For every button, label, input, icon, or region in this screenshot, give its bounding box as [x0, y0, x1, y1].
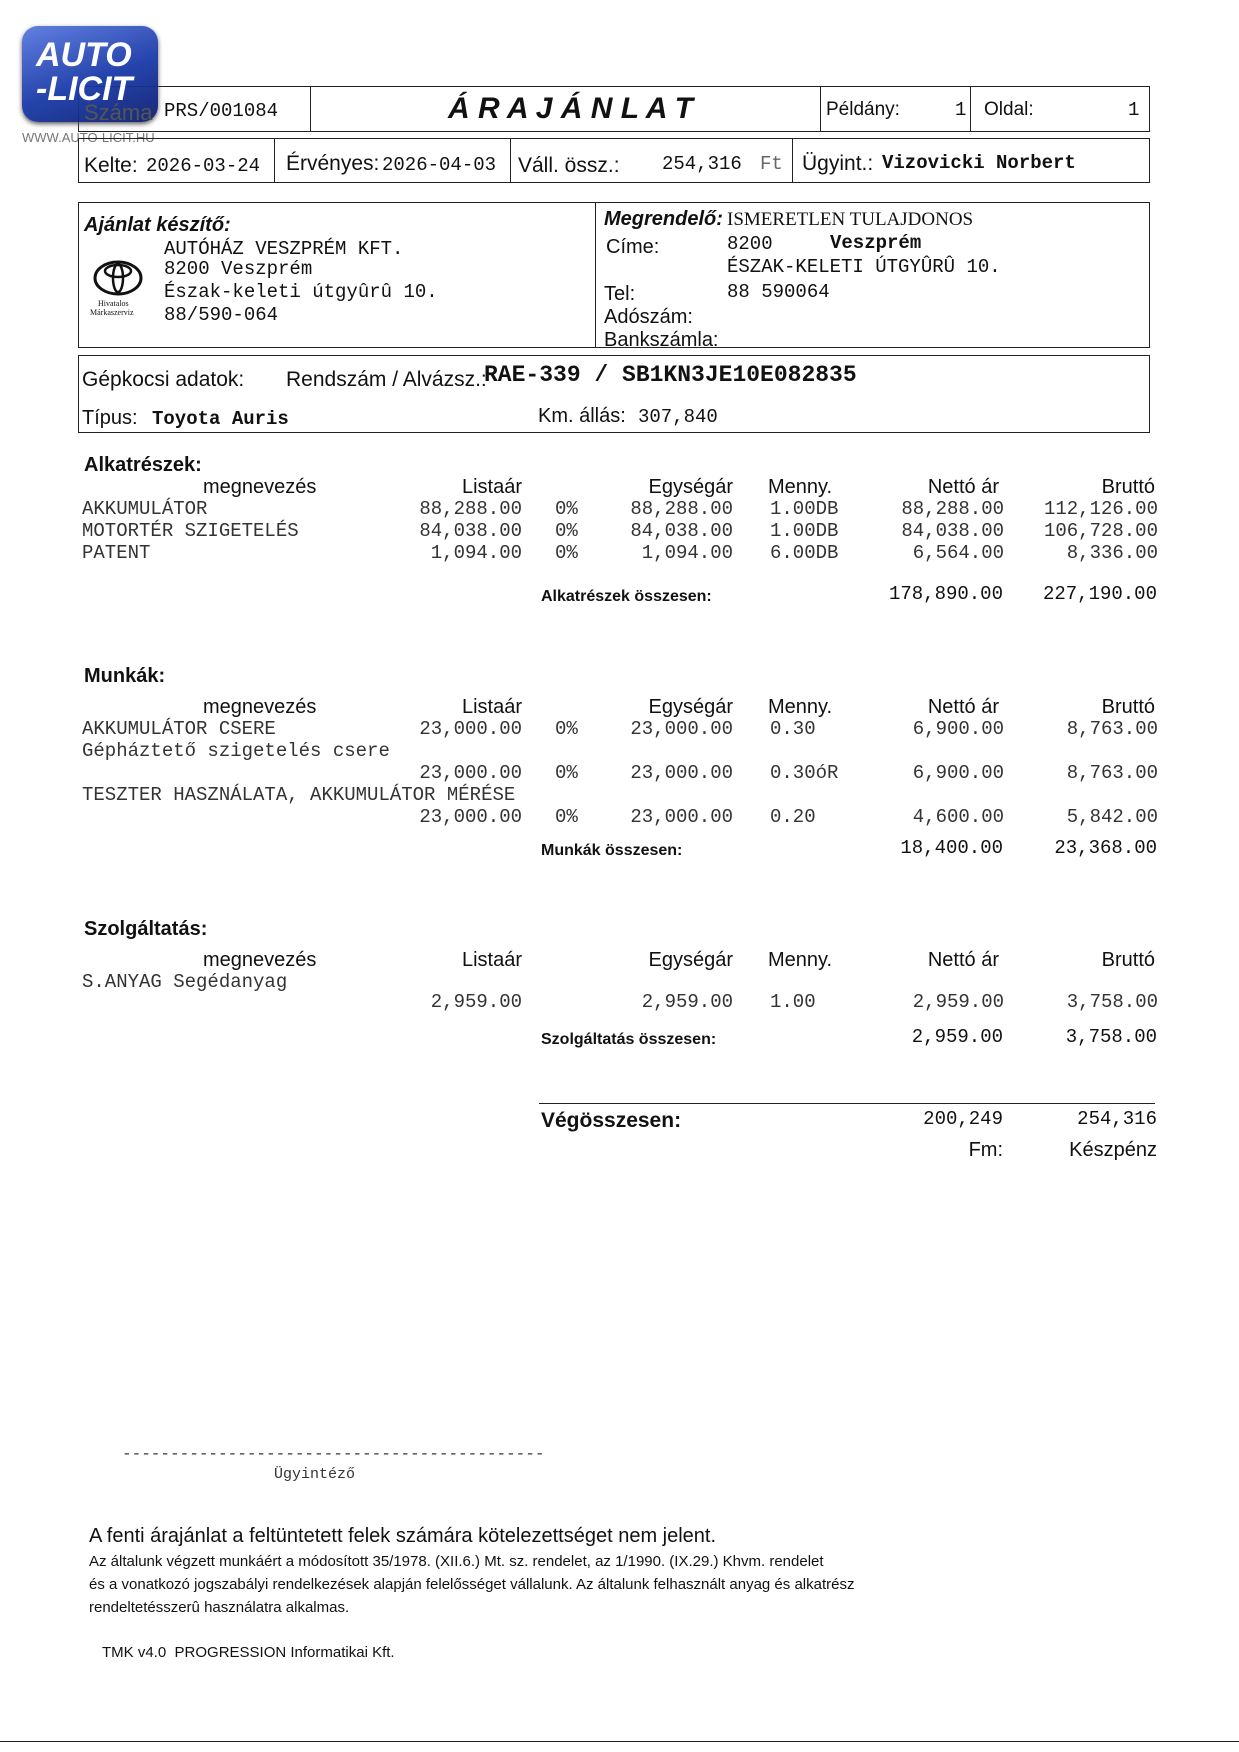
customer-name: ISMERETLEN TULAJDONOS [727, 209, 974, 230]
item-unit: 23,000.00 [630, 762, 733, 784]
customer-zip: 8200 [727, 233, 773, 255]
item-gross: 112,126.00 [1043, 498, 1158, 520]
col-unit: Egységár [648, 476, 733, 498]
oldal-value: 1 [1128, 99, 1140, 121]
col-gross: Bruttó [1101, 949, 1155, 971]
col-name: megnevezés [203, 949, 317, 971]
vehicle-label: Gépkocsi adatok: [82, 368, 245, 391]
col-name: megnevezés [203, 476, 317, 498]
item-list: 23,000.00 [419, 762, 522, 784]
labor-total-label: Munkák összesen: [541, 842, 683, 859]
item-gross: 8,336.00 [1066, 542, 1158, 564]
divider [792, 138, 793, 183]
item-net: 6,564.00 [912, 542, 1004, 564]
footer-text: Az általunk végzett munkáért a módosított 35/1978. (XII.6.) Mt. sz. rendelet, az 1/1990. (IX.29.) Khvm. rendelet [89, 1553, 824, 1570]
logo-text: -LICIT [36, 70, 133, 108]
item-gross: 3,758.00 [1066, 991, 1158, 1013]
tax-label: Adószám: [604, 306, 693, 328]
divider [274, 138, 275, 183]
vall-label: Váll. össz.: [518, 154, 620, 177]
col-qty: Menny. [768, 696, 833, 718]
item-unit: 1,094.00 [641, 542, 733, 564]
customer-street: ÉSZAK-KELETI ÚTGYÛRÛ 10. [727, 256, 1001, 278]
item-net: 6,900.00 [912, 762, 1004, 784]
item-name: AKKUMULÁTOR CSERE [82, 718, 276, 740]
item-qty: 0.30 [770, 718, 816, 740]
payment-label: Fm: [968, 1139, 1003, 1161]
software-credit: TMK v4.0 PROGRESSION Informatikai Kft. [102, 1644, 395, 1661]
szama-label: Száma [84, 100, 153, 125]
parts-total-gross: 227,190.00 [1042, 583, 1157, 605]
signature-label: Ügyintéző [274, 1466, 356, 1483]
col-qty: Menny. [768, 949, 833, 971]
maker-city: 8200 Veszprém [164, 258, 313, 280]
col-list: Listaár [461, 476, 522, 498]
maker-street: Észak-keleti útgyûrû 10. [164, 281, 438, 303]
footer-text: és a vonatkozó jogszabályi rendelkezések alapján felelősséget vállalunk. Az általunk felhasznált anyag és alkatrész [89, 1576, 855, 1593]
type-value: Toyota Auris [152, 408, 289, 430]
col-net: Nettó ár [927, 949, 999, 971]
divider [510, 138, 511, 183]
item-qty: 0.30óR [770, 762, 839, 784]
item-qty: 6.00DB [770, 542, 839, 564]
labor-total-gross: 23,368.00 [1054, 837, 1157, 859]
ervenyes-label: Érvényes: [286, 152, 380, 175]
toyota-logo-icon [92, 258, 144, 298]
type-label: Típus: [82, 407, 138, 429]
item-net: 84,038.00 [901, 520, 1004, 542]
col-net: Nettó ár [927, 696, 999, 718]
grand-total-label: Végösszesen: [541, 1109, 682, 1132]
item-qty: 0.20 [770, 806, 816, 828]
bottom-rule [0, 1741, 1239, 1742]
vall-unit: Ft [760, 153, 783, 175]
km-value: 307,840 [638, 406, 718, 428]
item-list: 84,038.00 [419, 520, 522, 542]
item-disc: 0% [555, 498, 578, 520]
item-qty: 1.00DB [770, 498, 839, 520]
item-name: S.ANYAG Segédanyag [82, 971, 288, 993]
km-label: Km. állás: [538, 405, 626, 427]
item-unit: 2,959.00 [641, 991, 733, 1013]
item-unit: 23,000.00 [630, 806, 733, 828]
col-list: Listaár [461, 696, 522, 718]
maker-name: AUTÓHÁZ VESZPRÉM KFT. [164, 238, 404, 260]
peldany-value: 1 [955, 99, 967, 121]
offer-number: PRS/001084 [164, 100, 279, 122]
item-disc: 0% [555, 542, 578, 564]
service-total-label: Szolgáltatás összesen: [541, 1031, 717, 1048]
item-name: TESZTER HASZNÁLATA, AKKUMULÁTOR MÉRÉSE [82, 784, 516, 806]
item-list: 2,959.00 [430, 991, 522, 1013]
divider [310, 86, 311, 132]
divider [970, 86, 971, 132]
item-name: Gépháztető szigetelés csere [82, 740, 390, 762]
customer-label: Megrendelő: [604, 208, 723, 230]
parts-total-label: Alkatrészek összesen: [541, 588, 712, 605]
col-unit: Egységár [648, 696, 733, 718]
item-name: AKKUMULÁTOR [82, 498, 208, 520]
item-gross: 8,763.00 [1066, 718, 1158, 740]
col-qty: Menny. [768, 476, 833, 498]
grand-total-gross: 254,316 [1077, 1108, 1157, 1130]
customer-tel: 88 590064 [727, 281, 830, 303]
item-name: PATENT [82, 542, 151, 564]
item-disc: 0% [555, 806, 578, 828]
item-qty: 1.00DB [770, 520, 839, 542]
service-total-gross: 3,758.00 [1065, 1026, 1157, 1048]
service-title: Szolgáltatás: [84, 918, 208, 940]
col-gross: Bruttó [1101, 696, 1155, 718]
maker-phone: 88/590-064 [164, 304, 279, 326]
item-list: 23,000.00 [419, 718, 522, 740]
logo-text: AUTO [36, 36, 132, 74]
col-list: Listaár [461, 949, 522, 971]
service-total-net: 2,959.00 [911, 1026, 1003, 1048]
col-gross: Bruttó [1101, 476, 1155, 498]
labor-title: Munkák: [84, 665, 166, 687]
item-list: 1,094.00 [430, 542, 522, 564]
ervenyes-value: 2026-04-03 [382, 154, 497, 176]
item-unit: 23,000.00 [630, 718, 733, 740]
signature-line: -------------------------------------------- [122, 1445, 545, 1463]
parts-title: Alkatrészek: [84, 454, 202, 476]
badge-text: Márkaszerviz [90, 308, 134, 317]
bank-label: Bankszámla: [604, 329, 719, 351]
logo-url: WWW.AUTO-LICIT.HU [22, 130, 155, 145]
footer-disclaimer: A fenti árajánlat a feltüntetett felek számára kötelezettséget nem jelent. [89, 1525, 717, 1547]
parts-total-net: 178,890.00 [888, 583, 1003, 605]
labor-total-net: 18,400.00 [900, 837, 1003, 859]
col-net: Nettó ár [927, 476, 999, 498]
item-gross: 106,728.00 [1043, 520, 1158, 542]
grand-total-net: 200,249 [923, 1108, 1003, 1130]
plate-value: RAE-339 / SB1KN3JE10E082835 [484, 362, 857, 388]
item-disc: 0% [555, 762, 578, 784]
item-net: 6,900.00 [912, 718, 1004, 740]
item-net: 2,959.00 [912, 991, 1004, 1013]
item-net: 4,600.00 [912, 806, 1004, 828]
ugyint-value: Vizovicki Norbert [882, 152, 1076, 174]
item-gross: 5,842.00 [1066, 806, 1158, 828]
kelte-value: 2026-03-24 [146, 155, 261, 177]
peldany-label: Példány: [826, 99, 900, 120]
payment-method: Készpénz [1069, 1139, 1157, 1161]
item-list: 88,288.00 [419, 498, 522, 520]
item-unit: 84,038.00 [630, 520, 733, 542]
ugyint-label: Ügyint.: [802, 152, 874, 175]
grand-total-rule [539, 1103, 1155, 1104]
maker-label: Ajánlat készítő: [84, 214, 231, 236]
footer-text: rendeltetésszerû használatra alkalmas. [89, 1599, 350, 1616]
plate-label: Rendszám / Alvázsz.: [286, 368, 487, 391]
item-gross: 8,763.00 [1066, 762, 1158, 784]
item-net: 88,288.00 [901, 498, 1004, 520]
item-unit: 88,288.00 [630, 498, 733, 520]
tel-label: Tel: [604, 283, 636, 305]
document-title: Á R A J Á N L A T [448, 92, 694, 125]
col-unit: Egységár [648, 949, 733, 971]
item-disc: 0% [555, 718, 578, 740]
badge-text: Hivatalos [98, 299, 129, 308]
kelte-label: Kelte: [84, 154, 138, 177]
item-disc: 0% [555, 520, 578, 542]
col-name: megnevezés [203, 696, 317, 718]
vall-value: 254,316 [662, 153, 742, 175]
divider [820, 86, 821, 132]
address-label: Címe: [606, 236, 660, 258]
divider [595, 202, 596, 348]
item-name: MOTORTÉR SZIGETELÉS [82, 520, 299, 542]
customer-city: Veszprém [830, 232, 922, 254]
item-qty: 1.00 [770, 991, 816, 1013]
oldal-label: Oldal: [984, 99, 1034, 120]
item-list: 23,000.00 [419, 806, 522, 828]
